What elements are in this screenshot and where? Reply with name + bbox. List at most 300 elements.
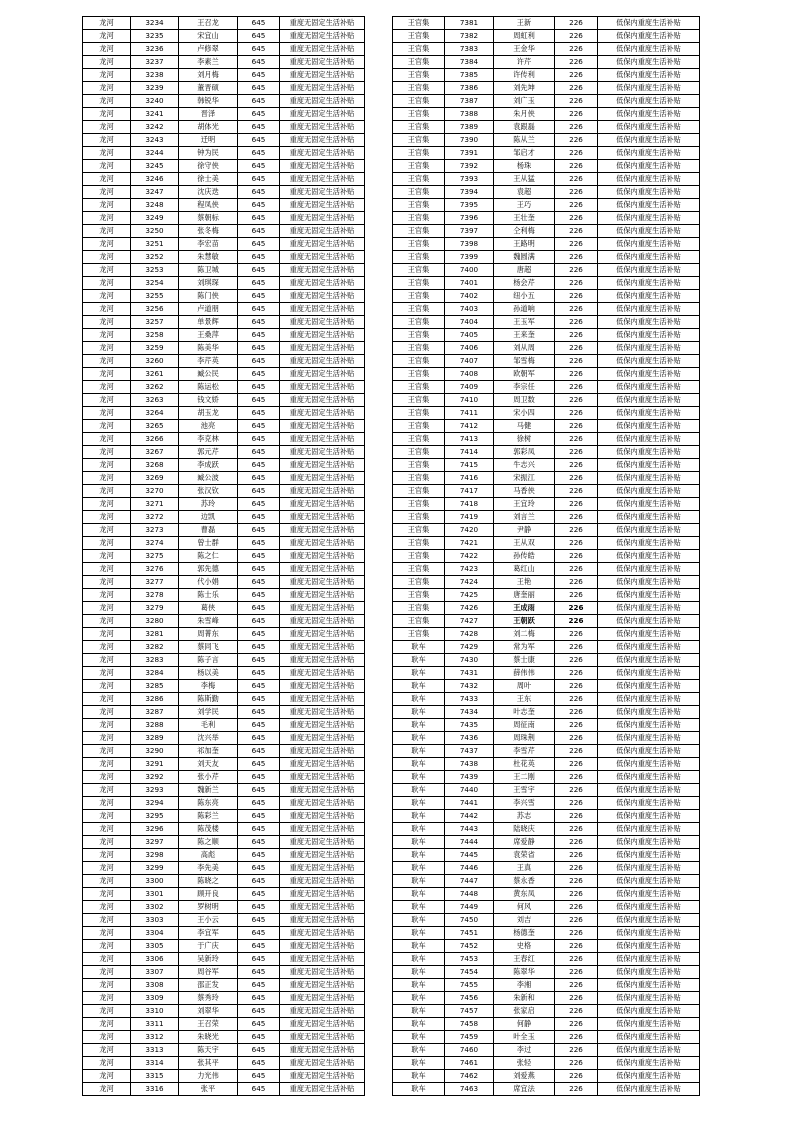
- town-cell: 耿车: [393, 719, 445, 732]
- serial-cell: 3238: [131, 69, 179, 82]
- serial-cell: 7432: [445, 680, 494, 693]
- town-cell: 龙河: [83, 186, 131, 199]
- serial-cell: 3260: [131, 355, 179, 368]
- name-cell: 蔡永香: [494, 875, 555, 888]
- table-row: [393, 1083, 700, 1096]
- name-cell: 李兴雪: [494, 797, 555, 810]
- subsidy-type-cell: 低保内重度生活补贴: [598, 732, 700, 745]
- name-cell: 李素兰: [179, 56, 238, 69]
- amount-cell: 226: [555, 927, 598, 940]
- amount-cell: 226: [555, 576, 598, 589]
- name-cell: 周珠荆: [494, 732, 555, 745]
- table-row: [393, 160, 700, 173]
- name-cell: 李宗任: [494, 381, 555, 394]
- town-cell: 王官集: [393, 56, 445, 69]
- amount-cell: 645: [238, 849, 280, 862]
- town-cell: 王官集: [393, 446, 445, 459]
- name-cell: 王二刚: [494, 771, 555, 784]
- name-cell: 李过: [494, 1044, 555, 1057]
- amount-cell: 645: [238, 901, 280, 914]
- table-row: [83, 108, 365, 121]
- table-row: [83, 914, 365, 927]
- table-row: [83, 784, 365, 797]
- serial-cell: 3316: [131, 1083, 179, 1096]
- serial-cell: 3304: [131, 927, 179, 940]
- table-row: [83, 238, 365, 251]
- town-cell: 龙河: [83, 43, 131, 56]
- serial-cell: 7419: [445, 511, 494, 524]
- subsidy-type-cell: 重度无固定生活补贴: [280, 1018, 365, 1031]
- table-row: [83, 225, 365, 238]
- serial-cell: 7460: [445, 1044, 494, 1057]
- amount-cell: 226: [555, 823, 598, 836]
- table-row: [83, 1057, 365, 1070]
- town-cell: 龙河: [83, 888, 131, 901]
- subsidy-type-cell: 重度无固定生活补贴: [280, 797, 365, 810]
- town-cell: 王官集: [393, 95, 445, 108]
- amount-cell: 645: [238, 784, 280, 797]
- table-row: [393, 238, 700, 251]
- subsidy-type-cell: 低保内重度生活补贴: [598, 888, 700, 901]
- amount-cell: 226: [555, 316, 598, 329]
- serial-cell: 3251: [131, 238, 179, 251]
- table-row: [83, 407, 365, 420]
- amount-cell: 226: [555, 940, 598, 953]
- amount-cell: 226: [555, 433, 598, 446]
- town-cell: 龙河: [83, 914, 131, 927]
- name-cell: 葛红山: [494, 563, 555, 576]
- town-cell: 王官集: [393, 43, 445, 56]
- table-row: [393, 108, 700, 121]
- amount-cell: 645: [238, 56, 280, 69]
- table-row: [83, 810, 365, 823]
- serial-cell: 3283: [131, 654, 179, 667]
- amount-cell: 645: [238, 537, 280, 550]
- town-cell: 龙河: [83, 381, 131, 394]
- name-cell: 钟为民: [179, 147, 238, 160]
- amount-cell: 226: [555, 69, 598, 82]
- table-row: [393, 303, 700, 316]
- serial-cell: 7462: [445, 1070, 494, 1083]
- serial-cell: 3295: [131, 810, 179, 823]
- amount-cell: 645: [238, 1070, 280, 1083]
- serial-cell: 7396: [445, 212, 494, 225]
- town-cell: 耿车: [393, 1070, 445, 1083]
- serial-cell: 3312: [131, 1031, 179, 1044]
- subsidy-type-cell: 低保内重度生活补贴: [598, 836, 700, 849]
- serial-cell: 7395: [445, 199, 494, 212]
- subsidy-type-cell: 低保内重度生活补贴: [598, 628, 700, 641]
- amount-cell: 645: [238, 511, 280, 524]
- town-cell: 龙河: [83, 1044, 131, 1057]
- town-cell: 龙河: [83, 342, 131, 355]
- subsidy-type-cell: 低保内重度生活补贴: [598, 147, 700, 160]
- serial-cell: 3254: [131, 277, 179, 290]
- subsidy-type-cell: 低保内重度生活补贴: [598, 251, 700, 264]
- serial-cell: 7412: [445, 420, 494, 433]
- amount-cell: 226: [555, 797, 598, 810]
- name-cell: 陈彩兰: [179, 810, 238, 823]
- name-cell: 袁荣省: [494, 849, 555, 862]
- town-cell: 龙河: [83, 355, 131, 368]
- town-cell: 龙河: [83, 303, 131, 316]
- table-row: [83, 758, 365, 771]
- name-cell: 史格: [494, 940, 555, 953]
- town-cell: 龙河: [83, 862, 131, 875]
- name-cell: 陈之仁: [179, 550, 238, 563]
- serial-cell: 7388: [445, 108, 494, 121]
- town-cell: 龙河: [83, 524, 131, 537]
- name-cell: 刘天友: [179, 758, 238, 771]
- amount-cell: 226: [555, 680, 598, 693]
- subsidy-type-cell: 低保内重度生活补贴: [598, 745, 700, 758]
- subsidy-type-cell: 重度无固定生活补贴: [280, 784, 365, 797]
- amount-cell: 226: [555, 979, 598, 992]
- amount-cell: 226: [555, 914, 598, 927]
- amount-cell: 226: [555, 225, 598, 238]
- serial-cell: 7403: [445, 303, 494, 316]
- name-cell: 臧公民: [179, 368, 238, 381]
- serial-cell: 7422: [445, 550, 494, 563]
- subsidy-type-cell: 低保内重度生活补贴: [598, 654, 700, 667]
- town-cell: 龙河: [83, 316, 131, 329]
- table-row: [83, 940, 365, 953]
- table-row: [393, 524, 700, 537]
- serial-cell: 3264: [131, 407, 179, 420]
- serial-cell: 3276: [131, 563, 179, 576]
- subsidy-type-cell: 低保内重度生活补贴: [598, 966, 700, 979]
- subsidy-type-cell: 重度无固定生活补贴: [280, 888, 365, 901]
- table-row: [393, 433, 700, 446]
- amount-cell: 226: [555, 992, 598, 1005]
- town-cell: 龙河: [83, 95, 131, 108]
- serial-cell: 7431: [445, 667, 494, 680]
- name-cell: 卢道朋: [179, 303, 238, 316]
- name-cell: 刘琪琛: [179, 277, 238, 290]
- amount-cell: 226: [555, 30, 598, 43]
- amount-cell: 226: [555, 134, 598, 147]
- name-cell: 席宜法: [494, 1083, 555, 1096]
- amount-cell: 645: [238, 225, 280, 238]
- name-cell: 单景辉: [179, 316, 238, 329]
- table-row: [393, 17, 700, 30]
- table-row: [83, 485, 365, 498]
- table-row: [393, 472, 700, 485]
- amount-cell: 645: [238, 862, 280, 875]
- amount-cell: 645: [238, 342, 280, 355]
- serial-cell: 3250: [131, 225, 179, 238]
- name-cell: 曹磊: [179, 524, 238, 537]
- serial-cell: 7448: [445, 888, 494, 901]
- serial-cell: 3258: [131, 329, 179, 342]
- amount-cell: 226: [555, 43, 598, 56]
- table-row: [83, 394, 365, 407]
- subsidy-type-cell: 低保内重度生活补贴: [598, 1018, 700, 1031]
- table-row: [393, 212, 700, 225]
- serial-cell: 3277: [131, 576, 179, 589]
- town-cell: 王官集: [393, 212, 445, 225]
- serial-cell: 3270: [131, 485, 179, 498]
- name-cell: 沈兴举: [179, 732, 238, 745]
- amount-cell: 645: [238, 875, 280, 888]
- amount-cell: 645: [238, 381, 280, 394]
- table-row: [393, 615, 700, 628]
- amount-cell: 226: [555, 641, 598, 654]
- subsidy-type-cell: 重度无固定生活补贴: [280, 485, 365, 498]
- table-row: [393, 680, 700, 693]
- town-cell: 龙河: [83, 953, 131, 966]
- serial-cell: 3298: [131, 849, 179, 862]
- serial-cell: 7423: [445, 563, 494, 576]
- amount-cell: 645: [238, 797, 280, 810]
- subsidy-type-cell: 重度无固定生活补贴: [280, 563, 365, 576]
- serial-cell: 7435: [445, 719, 494, 732]
- amount-cell: 226: [555, 485, 598, 498]
- subsidy-type-cell: 低保内重度生活补贴: [598, 524, 700, 537]
- table-row: [83, 433, 365, 446]
- subsidy-type-cell: 重度无固定生活补贴: [280, 537, 365, 550]
- town-cell: 龙河: [83, 823, 131, 836]
- amount-cell: 645: [238, 550, 280, 563]
- serial-cell: 3268: [131, 459, 179, 472]
- serial-cell: 3289: [131, 732, 179, 745]
- serial-cell: 3259: [131, 342, 179, 355]
- serial-cell: 7385: [445, 69, 494, 82]
- name-cell: 仝利梅: [494, 225, 555, 238]
- amount-cell: 645: [238, 173, 280, 186]
- amount-cell: 226: [555, 1031, 598, 1044]
- name-cell: 刘学民: [179, 706, 238, 719]
- name-cell: 刘从周: [494, 342, 555, 355]
- amount-cell: 226: [555, 95, 598, 108]
- town-cell: 耿车: [393, 992, 445, 1005]
- amount-cell: 645: [238, 17, 280, 30]
- serial-cell: 7390: [445, 134, 494, 147]
- amount-cell: 226: [555, 420, 598, 433]
- serial-cell: 7389: [445, 121, 494, 134]
- amount-cell: 645: [238, 745, 280, 758]
- name-cell: 杨德奎: [494, 927, 555, 940]
- subsidy-type-cell: 低保内重度生活补贴: [598, 420, 700, 433]
- table-row: [83, 1018, 365, 1031]
- town-cell: 王官集: [393, 394, 445, 407]
- town-cell: 王官集: [393, 290, 445, 303]
- subsidy-type-cell: 重度无固定生活补贴: [280, 966, 365, 979]
- name-cell: 张轻: [494, 1057, 555, 1070]
- table-row: [83, 589, 365, 602]
- town-cell: 耿车: [393, 1031, 445, 1044]
- amount-cell: 645: [238, 199, 280, 212]
- town-cell: 龙河: [83, 407, 131, 420]
- table-row: [83, 368, 365, 381]
- subsidy-type-cell: 重度无固定生活补贴: [280, 407, 365, 420]
- name-cell: 卢修翠: [179, 43, 238, 56]
- name-cell: 周卫数: [494, 394, 555, 407]
- table-row: [393, 888, 700, 901]
- name-cell: 李成跃: [179, 459, 238, 472]
- serial-cell: 3310: [131, 1005, 179, 1018]
- subsidy-type-cell: 低保内重度生活补贴: [598, 17, 700, 30]
- serial-cell: 7459: [445, 1031, 494, 1044]
- town-cell: 王官集: [393, 264, 445, 277]
- serial-cell: 3252: [131, 251, 179, 264]
- town-cell: 龙河: [83, 30, 131, 43]
- amount-cell: 226: [555, 693, 598, 706]
- serial-cell: 3242: [131, 121, 179, 134]
- serial-cell: 3305: [131, 940, 179, 953]
- subsidy-type-cell: 重度无固定生活补贴: [280, 43, 365, 56]
- table-row: [393, 368, 700, 381]
- serial-cell: 7429: [445, 641, 494, 654]
- name-cell: 李芹英: [179, 355, 238, 368]
- serial-cell: 7401: [445, 277, 494, 290]
- name-cell: 程凤侠: [179, 199, 238, 212]
- amount-cell: 226: [555, 537, 598, 550]
- amount-cell: 645: [238, 719, 280, 732]
- town-cell: 耿车: [393, 927, 445, 940]
- subsidy-type-cell: 低保内重度生活补贴: [598, 719, 700, 732]
- amount-cell: 645: [238, 316, 280, 329]
- table-row: [393, 589, 700, 602]
- town-cell: 王官集: [393, 537, 445, 550]
- serial-cell: 7446: [445, 862, 494, 875]
- subsidy-type-cell: 重度无固定生活补贴: [280, 69, 365, 82]
- town-cell: 耿车: [393, 745, 445, 758]
- subsidy-type-cell: 低保内重度生活补贴: [598, 914, 700, 927]
- subsidy-type-cell: 重度无固定生活补贴: [280, 121, 365, 134]
- serial-cell: 7408: [445, 368, 494, 381]
- table-row: [83, 381, 365, 394]
- subsidy-type-cell: 重度无固定生活补贴: [280, 732, 365, 745]
- amount-cell: 226: [555, 654, 598, 667]
- amount-cell: 226: [555, 758, 598, 771]
- name-cell: 刘二梅: [494, 628, 555, 641]
- town-cell: 王官集: [393, 277, 445, 290]
- town-cell: 龙河: [83, 875, 131, 888]
- subsidy-type-cell: 低保内重度生活补贴: [598, 537, 700, 550]
- amount-cell: 645: [238, 1057, 280, 1070]
- serial-cell: 7457: [445, 1005, 494, 1018]
- amount-cell: 645: [238, 251, 280, 264]
- amount-cell: 226: [555, 1057, 598, 1070]
- town-cell: 耿车: [393, 1044, 445, 1057]
- name-cell: 陆晓庆: [494, 823, 555, 836]
- serial-cell: 3293: [131, 784, 179, 797]
- subsidy-type-cell: 低保内重度生活补贴: [598, 95, 700, 108]
- name-cell: 蔡朝标: [179, 212, 238, 225]
- amount-cell: 645: [238, 758, 280, 771]
- subsidy-type-cell: 重度无固定生活补贴: [280, 251, 365, 264]
- town-cell: 耿车: [393, 875, 445, 888]
- serial-cell: 3273: [131, 524, 179, 537]
- name-cell: 何风: [494, 901, 555, 914]
- subsidy-type-cell: 重度无固定生活补贴: [280, 30, 365, 43]
- town-cell: 王官集: [393, 420, 445, 433]
- amount-cell: 226: [555, 875, 598, 888]
- amount-cell: 226: [555, 82, 598, 95]
- serial-cell: 7384: [445, 56, 494, 69]
- amount-cell: 226: [555, 524, 598, 537]
- subsidy-type-cell: 重度无固定生活补贴: [280, 381, 365, 394]
- amount-cell: 226: [555, 836, 598, 849]
- table-row: [83, 771, 365, 784]
- serial-cell: 7449: [445, 901, 494, 914]
- town-cell: 王官集: [393, 329, 445, 342]
- name-cell: 刘月梅: [179, 69, 238, 82]
- town-cell: 龙河: [83, 433, 131, 446]
- amount-cell: 226: [555, 784, 598, 797]
- name-cell: 周菁东: [179, 628, 238, 641]
- amount-cell: 226: [555, 953, 598, 966]
- serial-cell: 7443: [445, 823, 494, 836]
- amount-cell: 645: [238, 485, 280, 498]
- table-row: [83, 30, 365, 43]
- town-cell: 王官集: [393, 511, 445, 524]
- amount-cell: 645: [238, 420, 280, 433]
- subsidy-type-cell: 重度无固定生活补贴: [280, 277, 365, 290]
- serial-cell: 7393: [445, 173, 494, 186]
- serial-cell: 3288: [131, 719, 179, 732]
- town-cell: 耿车: [393, 680, 445, 693]
- serial-cell: 7416: [445, 472, 494, 485]
- amount-cell: 645: [238, 290, 280, 303]
- subsidy-type-cell: 低保内重度生活补贴: [598, 576, 700, 589]
- table-row: [83, 628, 365, 641]
- amount-cell: 226: [555, 459, 598, 472]
- amount-cell: 226: [555, 381, 598, 394]
- serial-cell: 3237: [131, 56, 179, 69]
- serial-cell: 7397: [445, 225, 494, 238]
- town-cell: 王官集: [393, 147, 445, 160]
- table-row: [393, 537, 700, 550]
- subsidy-type-cell: 重度无固定生活补贴: [280, 225, 365, 238]
- serial-cell: 3291: [131, 758, 179, 771]
- subsidy-type-cell: 低保内重度生活补贴: [598, 810, 700, 823]
- table-row: [83, 745, 365, 758]
- subsidy-type-cell: 低保内重度生活补贴: [598, 394, 700, 407]
- name-cell: 杜花英: [494, 758, 555, 771]
- serial-cell: 3263: [131, 394, 179, 407]
- amount-cell: 226: [555, 277, 598, 290]
- town-cell: 龙河: [83, 82, 131, 95]
- name-cell: 李克林: [179, 433, 238, 446]
- amount-cell: 226: [555, 615, 598, 628]
- amount-cell: 226: [555, 862, 598, 875]
- table-row: [393, 30, 700, 43]
- name-cell: 李宏苗: [179, 238, 238, 251]
- subsidy-type-cell: 重度无固定生活补贴: [280, 459, 365, 472]
- subsidy-type-cell: 重度无固定生活补贴: [280, 1044, 365, 1057]
- name-cell: 陈美华: [179, 342, 238, 355]
- name-cell: 欧朝军: [494, 368, 555, 381]
- serial-cell: 7411: [445, 407, 494, 420]
- name-cell: 张小芹: [179, 771, 238, 784]
- name-cell: 郭元芹: [179, 446, 238, 459]
- serial-cell: 7405: [445, 329, 494, 342]
- table-row: [83, 1070, 365, 1083]
- subsidy-type-cell: 低保内重度生活补贴: [598, 849, 700, 862]
- serial-cell: 3240: [131, 95, 179, 108]
- serial-cell: 7398: [445, 238, 494, 251]
- subsidy-type-cell: 重度无固定生活补贴: [280, 160, 365, 173]
- town-cell: 龙河: [83, 69, 131, 82]
- subsidy-type-cell: 重度无固定生活补贴: [280, 134, 365, 147]
- serial-cell: 7425: [445, 589, 494, 602]
- name-cell: 纽小五: [494, 290, 555, 303]
- amount-cell: 645: [238, 1044, 280, 1057]
- name-cell: 吴新玲: [179, 953, 238, 966]
- name-cell: 周谷军: [179, 966, 238, 979]
